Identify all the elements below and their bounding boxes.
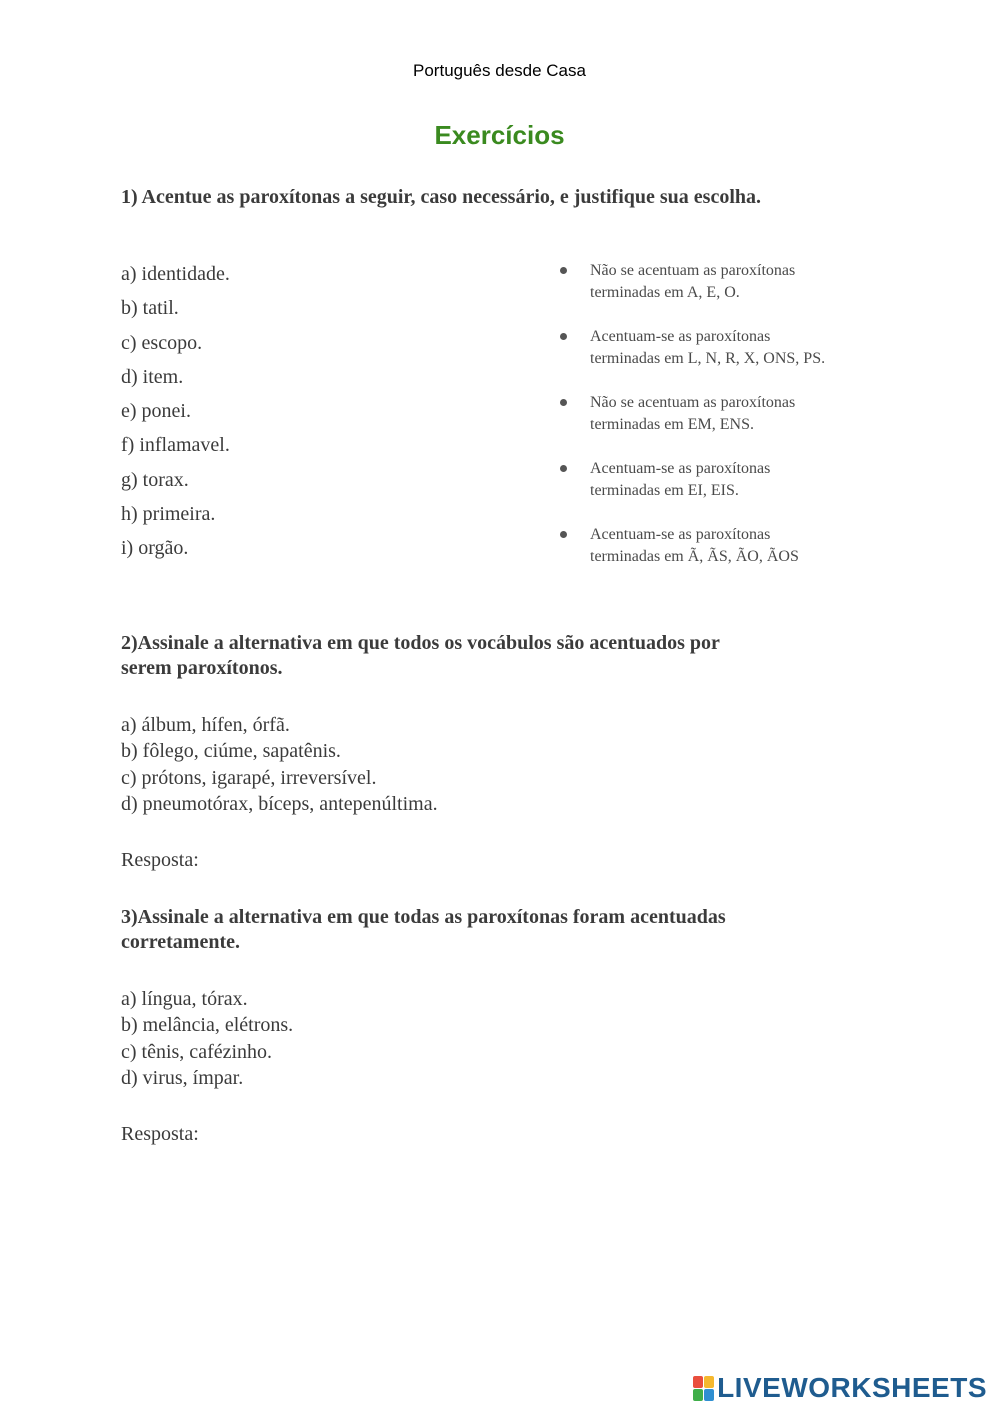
bullet-icon (560, 465, 567, 472)
question-3-answer-label: Resposta: (121, 1123, 199, 1145)
list-item: d) item. (121, 365, 184, 388)
liveworksheets-logo-icon (693, 1376, 713, 1400)
rule-line: terminadas em EI, EIS. (590, 482, 739, 499)
list-item: h) primeira. (121, 503, 216, 526)
question-2-prompt (121, 631, 881, 681)
list-item: a) identidade. (121, 263, 230, 285)
option-a: a) álbum, hífen, órfã. (121, 714, 290, 736)
bullet-icon (560, 333, 567, 340)
question-2-prompt-line: 2)Assinale a alternativa em que todos os vocábulos são acentuados por (121, 632, 720, 654)
brand-name: LIVEWORKSHEETS (717, 1372, 987, 1403)
bullet-icon (560, 399, 567, 406)
logo-square (704, 1389, 714, 1401)
list-item: g) torax. (121, 468, 189, 491)
option-d: d) virus, ímpar. (121, 1066, 244, 1089)
list-item: c) escopo. (121, 331, 203, 354)
option-d: d) pneumotórax, bíceps, antepenúltima. (121, 792, 438, 815)
rule-line: terminadas em A, E, O. (590, 284, 740, 301)
rule-line: Não se acentuam as paroxítonas (590, 262, 796, 279)
question-3-options (121, 986, 293, 1091)
rule-item (560, 326, 870, 392)
logo-square (693, 1389, 703, 1401)
list-item: b) tatil. (121, 297, 179, 320)
question-1-prompt: 1) Acentue as paroxítonas a seguir, caso necessário, e justifique sua escolha. (121, 186, 761, 208)
question-1-word-list (121, 260, 230, 569)
list-item: e) ponei. (121, 400, 191, 423)
option-b: b) fôlego, ciúme, sapatênis. (121, 740, 341, 763)
question-2-answer-label: Resposta: (121, 849, 199, 871)
rule-item (560, 392, 870, 458)
rule-line: Acentuam-se as paroxítonas (590, 526, 771, 543)
list-item: f) inflamavel. (121, 434, 230, 457)
option-b: b) melância, elétrons. (121, 1014, 294, 1037)
rule-item (560, 524, 870, 590)
page-header: Português desde Casa (413, 61, 586, 80)
rule-item (560, 458, 870, 524)
logo-square (704, 1376, 714, 1388)
bullet-icon (560, 531, 567, 538)
list-item: i) orgão. (121, 537, 189, 560)
rule-item (560, 260, 870, 326)
rule-line: Não se acentuam as paroxítonas (590, 394, 796, 411)
question-3-prompt (121, 905, 881, 955)
option-c: c) tênis, cafézinho. (121, 1040, 273, 1063)
rule-line: terminadas em L, N, R, X, ONS, PS. (590, 350, 826, 367)
logo-square (693, 1376, 703, 1388)
liveworksheets-logo (693, 1374, 987, 1402)
option-a: a) língua, tórax. (121, 988, 248, 1010)
bullet-icon (560, 267, 567, 274)
rule-line: Acentuam-se as paroxítonas (590, 460, 771, 477)
question-3-prompt-line: 3)Assinale a alternativa em que todas as paroxítonas foram acentuadas (121, 906, 726, 928)
question-2-prompt-line: serem paroxítonos. (121, 657, 283, 679)
page-title: Exercícios (434, 120, 565, 150)
accent-rules-list (560, 260, 870, 590)
question-2-options (121, 712, 438, 817)
rule-line: Acentuam-se as paroxítonas (590, 328, 771, 345)
rule-line: terminadas em EM, ENS. (590, 416, 754, 433)
option-c: c) prótons, igarapé, irreversível. (121, 766, 377, 789)
rule-line: terminadas em Ã, ÃS, ÃO, ÃOS (590, 548, 799, 565)
question-3-prompt-line: corretamente. (121, 931, 241, 953)
